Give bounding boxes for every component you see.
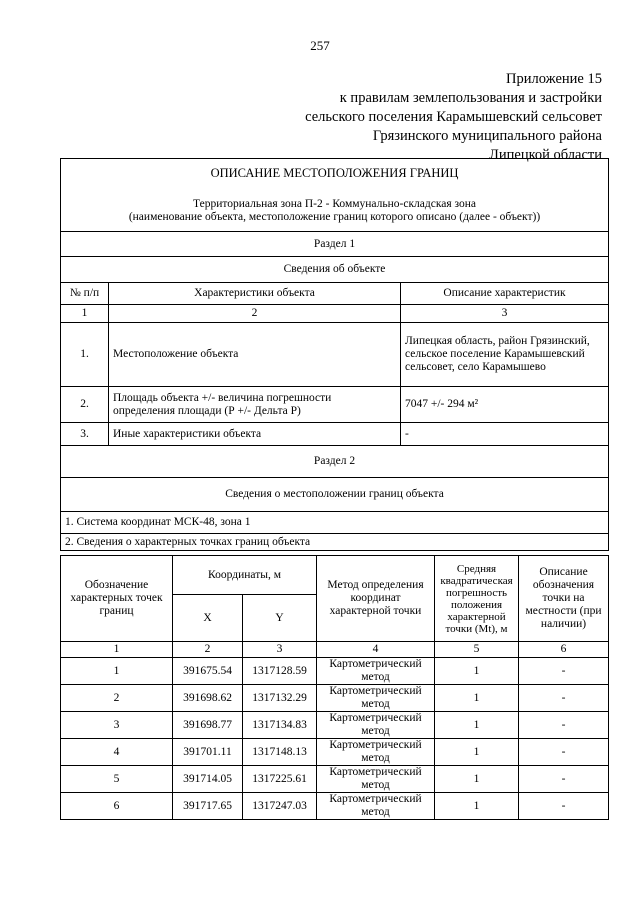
point-desc-header: Описание обозначения точки на местности (при наличии) bbox=[519, 556, 609, 642]
error-value: 1 bbox=[435, 712, 519, 739]
x-header: X bbox=[173, 595, 243, 642]
point-description: - bbox=[519, 685, 609, 712]
table-row bbox=[61, 685, 609, 712]
table-row bbox=[61, 793, 609, 820]
y-coordinate: 1317225.61 bbox=[243, 766, 317, 793]
point-label: 6 bbox=[61, 793, 173, 820]
col-index: 1 bbox=[61, 305, 109, 323]
header-line: Приложение 15 bbox=[506, 71, 602, 87]
section1-heading: Раздел 1 bbox=[61, 232, 609, 257]
header-line: Липецкой области bbox=[489, 147, 602, 163]
col-index: 3 bbox=[401, 305, 609, 323]
header-line: к правилам землепользования и застройки bbox=[339, 90, 602, 106]
table-row bbox=[61, 323, 609, 387]
method: Картометрический метод bbox=[317, 712, 435, 739]
header-line: сельского поселения Карамышевский сельсовет bbox=[305, 109, 602, 125]
section1-title: Сведения об объекте bbox=[61, 257, 609, 283]
col-index: 4 bbox=[317, 642, 435, 658]
y-coordinate: 1317148.13 bbox=[243, 739, 317, 766]
row-number: 3. bbox=[61, 423, 109, 446]
error-header: Средняя квадратическая погрешность положения характерной точки (Mt), м bbox=[435, 556, 519, 642]
point-name-header: Обозначение характерных точек границ bbox=[61, 556, 173, 642]
col-index: 5 bbox=[435, 642, 519, 658]
y-coordinate: 1317132.29 bbox=[243, 685, 317, 712]
doc-title: ОПИСАНИЕ МЕСТОПОЛОЖЕНИЯ ГРАНИЦ bbox=[210, 165, 459, 180]
table-row bbox=[61, 766, 609, 793]
col-index: 2 bbox=[109, 305, 401, 323]
error-value: 1 bbox=[435, 793, 519, 820]
col-index: 6 bbox=[519, 642, 609, 658]
error-value: 1 bbox=[435, 766, 519, 793]
x-coordinate: 391698.77 bbox=[173, 712, 243, 739]
col-desc-header: Описание характеристик bbox=[401, 283, 609, 305]
point-description: - bbox=[519, 712, 609, 739]
points-title: 2. Сведения о характерных точках границ объекта bbox=[61, 534, 609, 551]
x-coordinate: 391698.62 bbox=[173, 685, 243, 712]
method: Картометрический метод bbox=[317, 685, 435, 712]
point-label: 2 bbox=[61, 685, 173, 712]
row-name: Местоположение объекта bbox=[109, 323, 401, 387]
point-label: 5 bbox=[61, 766, 173, 793]
point-label: 4 bbox=[61, 739, 173, 766]
point-description: - bbox=[519, 739, 609, 766]
col-char-header: Характеристики объекта bbox=[109, 283, 401, 305]
table-row bbox=[61, 658, 609, 685]
table-row bbox=[61, 712, 609, 739]
coordinates-header: Координаты, м bbox=[173, 556, 317, 595]
header-line: Грязинского муниципального района bbox=[372, 128, 602, 144]
row-value: Липецкая область, район Грязинский, сельское поселение Карамышевский сельсовет, село Карамышево bbox=[401, 323, 609, 387]
col-index: 2 bbox=[173, 642, 243, 658]
y-header: Y bbox=[243, 595, 317, 642]
col-num-header: № п/п bbox=[61, 283, 109, 305]
section2-heading: Раздел 2 bbox=[61, 446, 609, 478]
method: Картометрический метод bbox=[317, 658, 435, 685]
error-value: 1 bbox=[435, 658, 519, 685]
method: Картометрический метод bbox=[317, 766, 435, 793]
point-description: - bbox=[519, 658, 609, 685]
row-name: Иные характеристики объекта bbox=[109, 423, 401, 446]
appendix-header bbox=[305, 70, 602, 165]
title-cell bbox=[61, 159, 609, 232]
table-row bbox=[61, 739, 609, 766]
zone-name: Территориальная зона П-2 - Коммунально-складская зона bbox=[193, 197, 476, 210]
table-row bbox=[61, 387, 609, 423]
row-number: 1. bbox=[61, 323, 109, 387]
x-coordinate: 391675.54 bbox=[173, 658, 243, 685]
y-coordinate: 1317128.59 bbox=[243, 658, 317, 685]
error-value: 1 bbox=[435, 739, 519, 766]
row-name: Площадь объекта +/- величина погрешности определения площади (Р +/- Дельта Р) bbox=[109, 387, 401, 423]
y-coordinate: 1317134.83 bbox=[243, 712, 317, 739]
method: Картометрический метод bbox=[317, 739, 435, 766]
error-value: 1 bbox=[435, 685, 519, 712]
point-description: - bbox=[519, 766, 609, 793]
point-label: 1 bbox=[61, 658, 173, 685]
row-value: - bbox=[401, 423, 609, 446]
col-index: 1 bbox=[61, 642, 173, 658]
y-coordinate: 1317247.03 bbox=[243, 793, 317, 820]
x-coordinate: 391714.05 bbox=[173, 766, 243, 793]
coordinate-system: 1. Система координат МСК-48, зона 1 bbox=[61, 512, 609, 534]
object-description-table bbox=[60, 158, 609, 551]
row-number: 2. bbox=[61, 387, 109, 423]
method-header: Метод определения координат характерной точки bbox=[317, 556, 435, 642]
page-number: 257 bbox=[310, 38, 330, 53]
table-row bbox=[61, 423, 609, 446]
col-index: 3 bbox=[243, 642, 317, 658]
x-coordinate: 391717.65 bbox=[173, 793, 243, 820]
point-description: - bbox=[519, 793, 609, 820]
point-label: 3 bbox=[61, 712, 173, 739]
boundary-points-table bbox=[60, 555, 609, 820]
row-value: 7047 +/- 294 м² bbox=[401, 387, 609, 423]
x-coordinate: 391701.11 bbox=[173, 739, 243, 766]
section2-title: Сведения о местоположении границ объекта bbox=[61, 478, 609, 512]
zone-note: (наименование объекта, местоположение границ которого описано (далее - объект)) bbox=[128, 210, 541, 223]
method: Картометрический метод bbox=[317, 793, 435, 820]
